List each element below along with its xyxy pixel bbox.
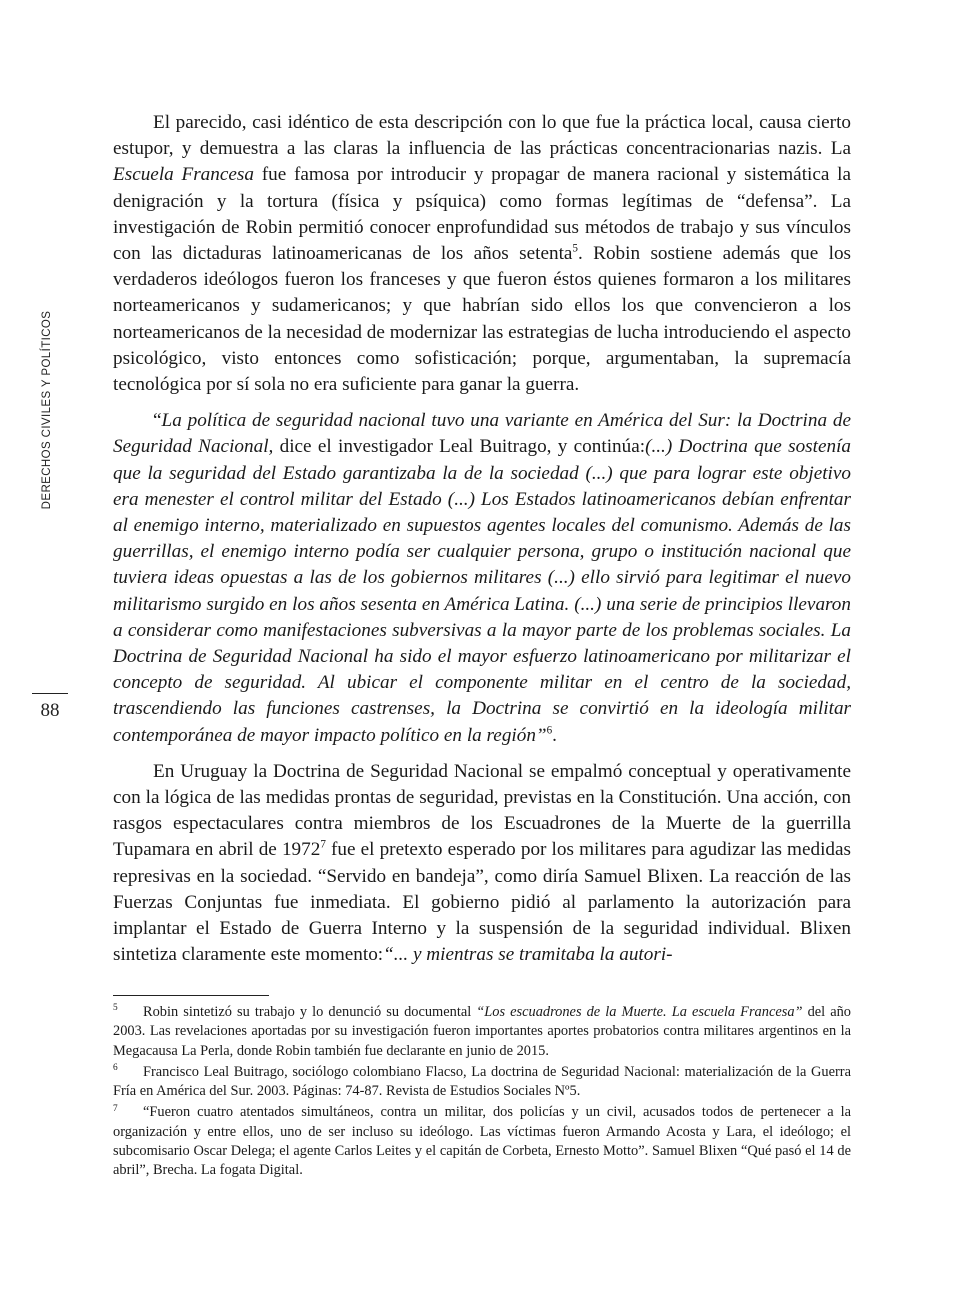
footnote-text: del año 2003. Las revelaciones aportadas por su investigación fueron importantes aportes probatorios contra militares argentinos en la Megacausa La Perla, donde Robin también fue declarante en junio de 2015. [113, 1004, 852, 1059]
quote-text: (...) Doctrina que sostenía que la seguridad del Estado garantizaba la de la sociedad (...) que para lograr este objetivo era menester el control militar del Estado (...) Los Estados latinoamericanos debían enfrentar al enemigo interno, materializado en supuestos agentes locales del comunismo. Además de las guerrillas, el enemigo interno podía ser cualquier persona, grupo o institución nacional que tuviera ideas opuestas a las de los gobiernos militares (...) ello sirvió para legitimar el nuevo militarismo surgido en los años sesenta en América Latina. (...) una serie de principios llevaron a considerar como manifestaciones subversivas a la mayor parte de los problemas sociales. La Doctrina de Seguridad Nacional ha sido el mayor esfuerzo latinoamericano por militarizar el concepto de seguridad. Al ubicar el componente militar en el centro de la sociedad, trascendiendo las funciones castrenses, la Doctrina se convirtió en la ideología militar contemporánea de mayor impacto político en la región” [113, 436, 851, 746]
footnote-divider [113, 995, 269, 996]
footnote-text: Francisco Leal Buitrago, sociólogo colombiano Flacso, La doctrina de Seguridad Nacional: materialización de la Guerra Fría en América del Sur. 2003. Páginas: 74-87. Revista de Estudios Sociales Nº5. [113, 1063, 851, 1100]
footnote: 5 Robin sintetizó su trabajo y lo denunció su documental “Los escuadrones de la Muerte. La escuela Francesa” del año 2003. Las revelaciones aportadas por su investigación fueron importantes aportes probatorios contra militares argentinos en la Megacausa La Perla, donde Robin también fue declarante en junio de 2015. [113, 1003, 852, 1059]
footnotes [113, 1003, 851, 1183]
paragraph [113, 408, 851, 749]
paragraph [113, 759, 851, 969]
main-text [113, 110, 851, 969]
italic-term: Escuela Francesa [113, 164, 254, 186]
text-run: . [552, 724, 557, 746]
text-run: . Robin sostiene además que los verdaderos ideólogos fueron los franceses y que fueron éstos quienes formaron a los militares norteamericanos y sudamericanos; y que habrían sido ellos los que convencieron a los norteamericanos de la necesidad de modernizar las estrategias de lucha introduciendo el aspecto psicológico, visto entonces como sofisticación; porque, argumentaban, la supremacía tecnológica por sí sola no era suficiente para ganar la guerra. [113, 243, 852, 396]
footnote-ref[interactable]: 6 [546, 724, 553, 737]
footnote-text: Robin sintetizó su trabajo y lo denunció su documental [143, 1004, 477, 1020]
paragraph [113, 110, 851, 398]
footnote: 7 “Fueron cuatro atentados simultáneos, contra un militar, dos policías y un civil, acusados todos de pertenecer a la organización y entre ellos, uno de ser incluso su ideólogo. Las víctimas fueron Armando Acosta y Lara, el ideólogo; el subcomisario Oscar Delega; el agente Carlos Leites y el capitán de Corbeta, Ernesto Motto”. Samuel Blixen “Qué pasó el 14 de abril”, Brecha. La fogata Digital. [113, 1103, 851, 1179]
footnote-ref[interactable]: 7 [320, 839, 326, 852]
quote-text: “... y mientras se tramitaba la autori- [383, 944, 673, 966]
footnote-ref[interactable]: 5 [572, 242, 578, 255]
text-run: fue el pretexto esperado por los militares para agudizar las medidas represivas en la sociedad. “Servido en bandeja”, como diría Samuel Blixen. La reacción de las Fuerzas Conjuntas fue inmediata. El gobierno pidió al parlamento la autorización para implantar el Estado de Guerra Interno y la suspensión de la seguridad individual. Blixen sintetiza claramente este momento: [113, 839, 851, 966]
text-run: “ [153, 410, 162, 432]
text-run: El parecido, casi idéntico de esta descripción con lo que fue la práctica local, causa cierto estupor, y demuestra a las claras la influencia de las prácticas concentracionarias nazis. La [113, 112, 851, 160]
page-number: 88 [40, 700, 60, 721]
running-head: DERECHOS CIVILES Y POLÍTICOS [41, 310, 53, 510]
text-run: fue famosa por introducir y propagar de manera racional y sistemática la denigración y la tortura (física y psíquica) como formas legítimas de “defensa”. La investigación de Robin permitió conocer enprofundidad sus métodos de trabajo y sus vínculos con las dictaduras latinoamericanas de los años setenta [113, 164, 851, 265]
quote-text: La política de seguridad nacional tuvo una variante en América del Sur: la Doctrina de Seguridad Nacional, [113, 410, 851, 458]
text-run: dice el investigador Leal Buitrago, y continúa: [273, 436, 646, 458]
footnote-title: “Los escuadrones de la Muerte. La escuela Francesa” [476, 1004, 803, 1020]
page-number-rule [32, 693, 68, 694]
text-run: En Uruguay la Doctrina de Seguridad Nacional se empalmó conceptual y operativamente con la lógica de las medidas prontas de seguridad, previstas en la Constitución. Una acción, con rasgos espectaculares contra miembros de los Escuadrones de la Muerte de la guerrilla Tupamara en abril de 1972 [113, 760, 851, 861]
footnote: 6 Francisco Leal Buitrago, sociólogo colombiano Flacso, La doctrina de Seguridad Nacional: materialización de la Guerra Fría en América del Sur. 2003. Páginas: 74-87. Revista de Estudios Sociales Nº5. [113, 1063, 851, 1100]
footnote-text: “Fueron cuatro atentados simultáneos, contra un militar, dos policías y un civil, acusados todos de pertenecer a la organización y entre ellos, uno de ser incluso su ideólogo. Las víctimas fueron Armando Acosta y Lara, el ideólogo; el subcomisario Oscar Delega; el agente Carlos Leites y el capitán de Corbeta, Ernesto Motto”. Samuel Blixen “Qué pasó el 14 de abril”, Brecha. La fogata Digital. [113, 1104, 851, 1179]
